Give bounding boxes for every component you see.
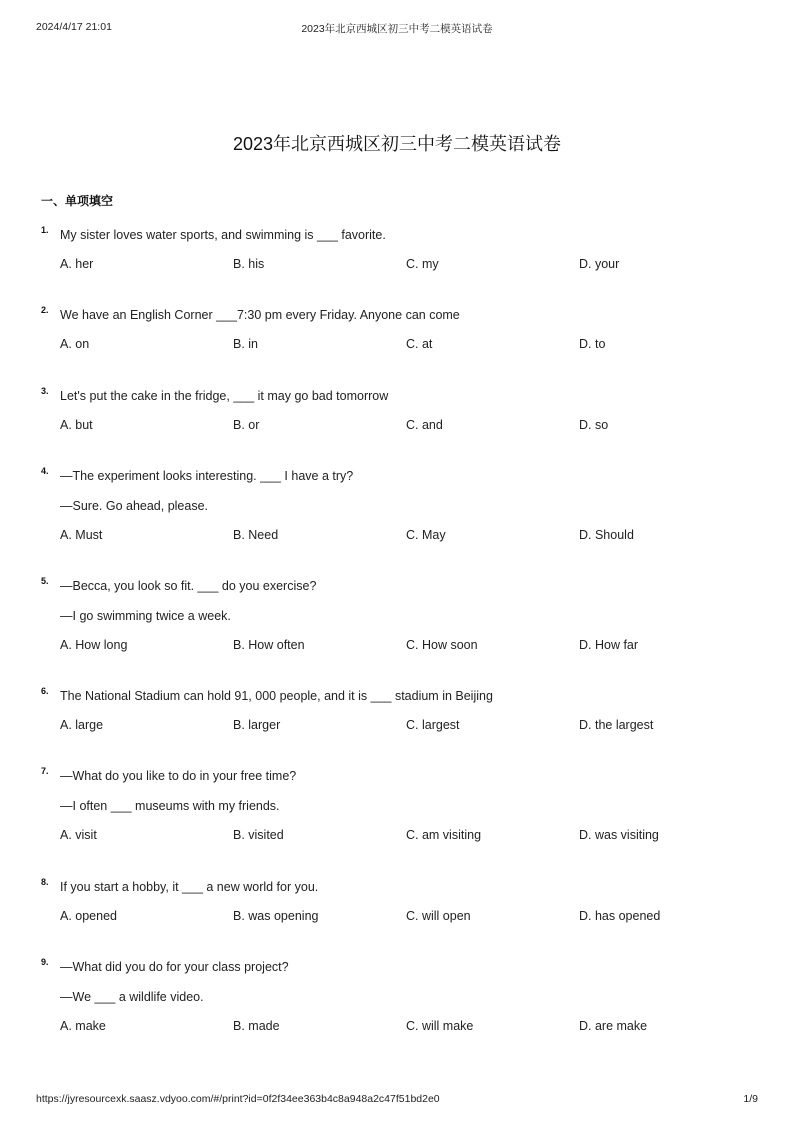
question-number: 1.	[41, 225, 49, 235]
section-heading: 一、单项填空	[41, 194, 114, 208]
option-b: B. How often	[233, 638, 305, 652]
option-d: D. How far	[579, 638, 639, 652]
option-b: B. larger	[233, 718, 281, 732]
question-text: If you start a hobby, it ___ a new world for you.	[60, 880, 319, 894]
option-a: A. visit	[60, 828, 97, 842]
question-number: 5.	[41, 576, 49, 586]
option-b: B. Need	[233, 528, 279, 542]
option-c: C. How soon	[406, 638, 478, 652]
option-b: B. or	[233, 418, 260, 432]
option-c: C. largest	[406, 718, 460, 732]
option-a: A. Must	[60, 528, 103, 542]
question-reply: —We ___ a wildlife video.	[60, 990, 204, 1004]
question-number: 9.	[41, 957, 49, 967]
page-number: 1/9	[743, 1093, 758, 1105]
question-text: —What did you do for your class project?	[60, 960, 289, 974]
option-d: D. so	[579, 418, 609, 432]
option-a: A. How long	[60, 638, 128, 652]
option-d: D. your	[579, 257, 620, 271]
option-d: D. to	[579, 337, 606, 351]
option-d: D. are make	[579, 1019, 648, 1033]
question-reply: —I often ___ museums with my friends.	[60, 799, 280, 813]
print-url: https://jyresourcexk.saasz.vdyoo.com/#/print?id=0f2f34ee363b4c8a948a2c47f51bd2e0	[36, 1093, 440, 1105]
question-number: 4.	[41, 466, 49, 476]
option-b: B. in	[233, 337, 259, 351]
option-c: C. my	[406, 257, 439, 271]
option-a: A. opened	[60, 909, 117, 923]
option-b: B. his	[233, 257, 265, 271]
page-title: 2023年北京西城区初三中考二模英语试卷	[232, 134, 562, 154]
question-text: —Becca, you look so fit. ___ do you exercise?	[60, 579, 317, 593]
question-text: My sister loves water sports, and swimming is ___ favorite.	[60, 228, 386, 242]
option-a: A. but	[60, 418, 93, 432]
option-d: D. the largest	[579, 718, 654, 732]
option-c: C. at	[406, 337, 433, 351]
question-text: —What do you like to do in your free time?	[60, 769, 297, 783]
question-text: The National Stadium can hold 91, 000 people, and it is ___ stadium in Beijing	[60, 689, 493, 703]
option-d: D. Should	[579, 528, 634, 542]
option-a: A. large	[60, 718, 104, 732]
option-d: D. has opened	[579, 909, 661, 923]
option-b: B. made	[233, 1019, 280, 1033]
question-text: Let's put the cake in the fridge, ___ it may go bad tomorrow	[60, 389, 389, 403]
question-number: 6.	[41, 686, 49, 696]
option-d: D. was visiting	[579, 828, 659, 842]
option-a: A. her	[60, 257, 94, 271]
option-a: A. make	[60, 1019, 106, 1033]
question-text: We have an English Corner ___7:30 pm every Friday. Anyone can come	[60, 308, 460, 322]
option-b: B. visited	[233, 828, 284, 842]
question-number: 3.	[41, 386, 49, 396]
question-number: 7.	[41, 766, 49, 776]
option-c: C. and	[406, 418, 443, 432]
print-doc-title: 2023年北京西城区初三中考二模英语试卷	[301, 23, 493, 35]
question-number: 2.	[41, 305, 49, 315]
print-datetime: 2024/4/17 21:01	[36, 21, 112, 33]
question-reply: —I go swimming twice a week.	[60, 609, 231, 623]
option-a: A. on	[60, 337, 90, 351]
option-c: C. will open	[406, 909, 471, 923]
option-b: B. was opening	[233, 909, 319, 923]
option-c: C. am visiting	[406, 828, 482, 842]
option-c: C. May	[406, 528, 446, 542]
question-reply: —Sure. Go ahead, please.	[60, 499, 209, 513]
option-c: C. will make	[406, 1019, 474, 1033]
question-text: —The experiment looks interesting. ___ I have a try?	[60, 469, 354, 483]
question-number: 8.	[41, 877, 49, 887]
